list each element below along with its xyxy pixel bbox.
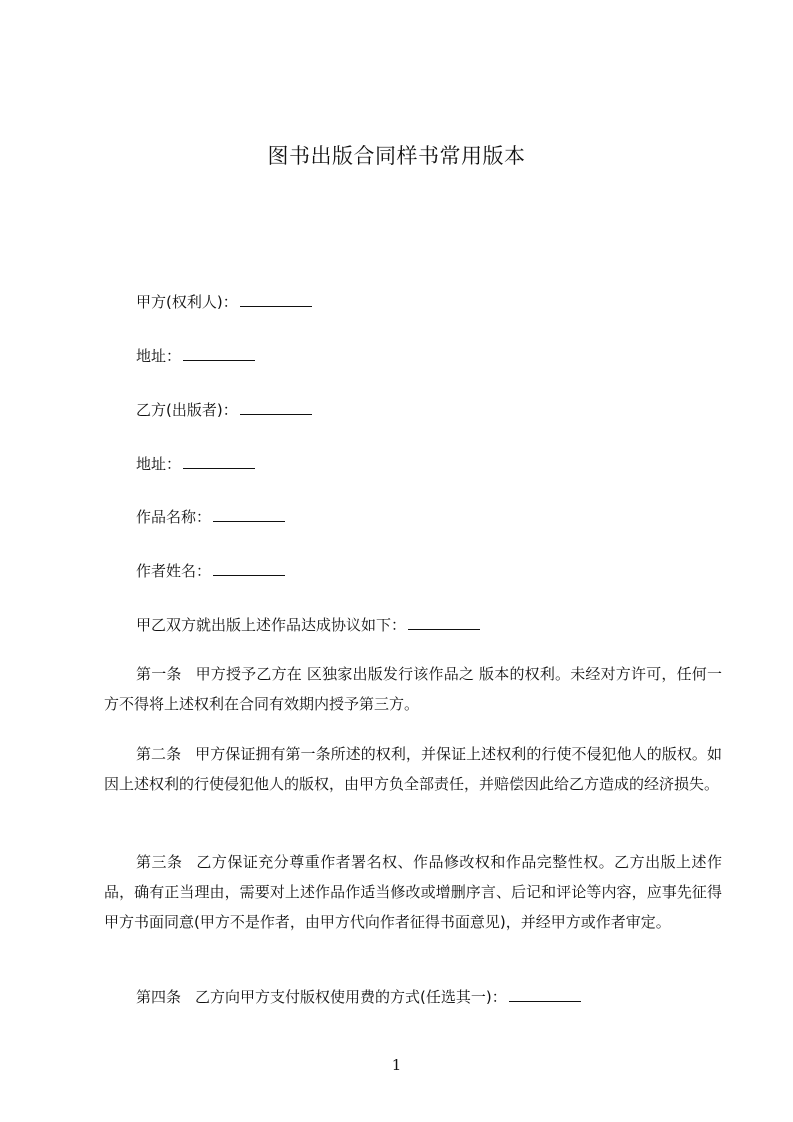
- clause-text: 甲方保证拥有第一条所述的权利，并保证上述权利的行使不侵犯他人的版权。如因上述权利的行使侵犯他人的版权，由甲方负全部责任，并赔偿因此给乙方造成的经济损失。: [104, 745, 722, 793]
- field-label: 甲乙双方就出版上述作品达成协议如下：: [136, 616, 407, 634]
- clause-heading: 第三条: [136, 853, 183, 871]
- clause-4: [104, 982, 744, 1012]
- clause-heading: 第一条: [136, 665, 182, 683]
- document-title: 图书出版合同样书常用版本: [267, 144, 526, 168]
- field-work-title: [136, 505, 285, 528]
- field-label: 甲方(权利人)：: [136, 293, 238, 311]
- field-label: 地址：: [136, 347, 182, 365]
- clause-1: [104, 659, 722, 719]
- blank-line: [408, 613, 480, 630]
- blank-line: [183, 452, 255, 469]
- blank-line: [213, 559, 285, 576]
- blank-line: [509, 985, 581, 1002]
- field-author-name: [136, 559, 285, 582]
- field-label: 作品名称：: [136, 508, 212, 526]
- blank-line: [213, 505, 285, 522]
- clause-heading: 第二条: [136, 745, 182, 763]
- blank-line: [183, 344, 255, 361]
- clause-text: 乙方向甲方支付版权使用费的方式(任选其一)：: [195, 988, 507, 1006]
- field-party-b: [136, 398, 312, 421]
- blank-line: [240, 398, 312, 415]
- clause-text: 甲方授予乙方在 区独家出版发行该作品之 版本的权利。未经对方许可，任何一方不得将上述权利在合同有效期内授予第三方。: [104, 665, 722, 713]
- field-label: 地址：: [136, 455, 182, 473]
- page-number: 1: [391, 1056, 402, 1074]
- clause-heading: 第四条: [136, 988, 182, 1006]
- field-label: 乙方(出版者)：: [136, 401, 238, 419]
- clause-text: 乙方保证充分尊重作者署名权、作品修改权和作品完整性权。乙方出版上述作品，确有正当理由，需要对上述作品作适当修改或增删序言、后记和评论等内容，应事先征得甲方书面同意(甲方不是作者，由甲方代向作者征得书面意见)，并经甲方或作者审定。: [104, 853, 722, 931]
- field-party-b-address: [136, 452, 255, 475]
- field-party-a: [136, 290, 312, 313]
- blank-line: [240, 290, 312, 307]
- clause-3: [104, 847, 722, 937]
- field-party-a-address: [136, 344, 255, 367]
- field-label: 作者姓名：: [136, 562, 212, 580]
- field-agreement-intro: [136, 613, 480, 636]
- clause-2: [104, 739, 722, 799]
